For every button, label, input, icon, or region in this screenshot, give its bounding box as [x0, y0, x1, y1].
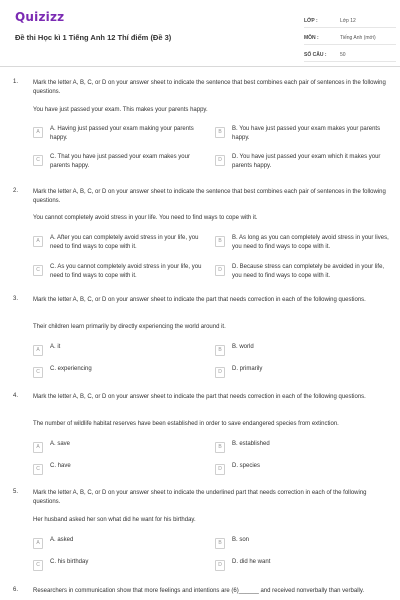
option-letter-box[interactable]: D	[215, 265, 225, 276]
question-sentence: The number of wildlife habitat reserves have been established in order to save endangered species from extinction.	[33, 421, 339, 427]
option-text: A. After you can completely avoid stress in your life, you need to find ways to cope with it.	[50, 235, 199, 250]
option-letter-box[interactable]: C	[33, 367, 43, 378]
option-letter-box[interactable]: C	[33, 155, 43, 166]
quizizz-logo: Quizizz	[15, 10, 65, 24]
option-text: D. did he want	[232, 559, 271, 565]
page-title: Đề thi Học kì 1 Tiếng Anh 12 Thí điểm (Đề 3)	[15, 33, 172, 42]
option-b[interactable]	[215, 125, 395, 147]
option-text: B. son	[232, 537, 250, 543]
option-text: D. primarily	[232, 366, 263, 372]
option-text: D. You have just passed your exam which it makes your parents happy.	[232, 154, 381, 169]
option-text: C. his birthday	[50, 559, 89, 565]
option-text: C. As you cannot completely avoid stress in your life, you need to find ways to cope with it.	[50, 264, 202, 279]
option-letter-box[interactable]: D	[215, 560, 225, 571]
question-instruction: Mark the letter A, B, C, or D on your answer sheet to indicate the underlined part that needs correction in each of the following questions.	[33, 490, 367, 505]
option-b[interactable]	[215, 440, 395, 462]
option-text: D. Because stress can completely be avoided in your life, you need to find ways to cope with it.	[232, 264, 385, 279]
option-a[interactable]	[33, 234, 213, 256]
meta-row-subject	[304, 31, 396, 45]
option-c[interactable]	[33, 365, 213, 387]
question-instruction: Mark the letter A, B, C, or D on your answer sheet to indicate the sentence that best combines each pair of sentences in the following questions.	[33, 80, 386, 95]
option-text: C. experiencing	[50, 366, 92, 372]
option-letter-box[interactable]: C	[33, 560, 43, 571]
option-letter-box[interactable]: C	[33, 464, 43, 475]
meta-value: Lớp 12	[340, 17, 356, 24]
option-letter-box[interactable]: C	[33, 265, 43, 276]
question-number: 2.	[13, 188, 19, 194]
option-letter-box[interactable]: B	[215, 345, 225, 356]
option-letter-box[interactable]: A	[33, 345, 43, 356]
question-number: 5.	[13, 489, 19, 495]
option-c[interactable]	[33, 153, 213, 175]
option-text: A. asked	[50, 537, 74, 543]
option-c[interactable]	[33, 263, 213, 285]
meta-table	[304, 14, 396, 65]
option-letter-box[interactable]: A	[33, 236, 43, 247]
worksheet-header	[0, 0, 400, 62]
question-sentence: You cannot completely avoid stress in your life. You need to find ways to cope with it.	[33, 215, 258, 221]
option-letter-box[interactable]: B	[215, 127, 225, 138]
meta-key: LỚP :	[304, 17, 318, 24]
option-d[interactable]	[215, 462, 395, 484]
option-text: C. That you have just passed your exam makes your parents happy.	[50, 154, 190, 169]
meta-row-class	[304, 14, 396, 28]
meta-key: SỐ CÂU :	[304, 51, 327, 58]
option-text: B. You have just passed your exam makes your parents happy.	[232, 126, 381, 141]
option-d[interactable]	[215, 263, 395, 285]
option-d[interactable]	[215, 558, 395, 580]
option-a[interactable]	[33, 440, 213, 462]
option-text: C. have	[50, 463, 71, 469]
meta-row-count	[304, 48, 396, 62]
option-letter-box[interactable]: B	[215, 236, 225, 247]
question-number: 1.	[13, 79, 19, 85]
option-letter-box[interactable]: D	[215, 155, 225, 166]
option-text: A. Having just passed your exam making your parents happy.	[50, 126, 194, 141]
question-instruction: Mark the letter A, B, C, or D on your answer sheet to indicate the part that needs correction in each of the following questions.	[33, 394, 366, 400]
option-letter-box[interactable]: D	[215, 367, 225, 378]
meta-value: Tiếng Anh (mới)	[340, 34, 376, 41]
question-sentence: Her husband asked her son what did he want for his birthday.	[33, 517, 196, 523]
option-text: B. world	[232, 344, 254, 350]
option-text: B. established	[232, 441, 270, 447]
option-text: A. save	[50, 441, 71, 447]
question-number: 3.	[13, 296, 19, 302]
question-sentence: Their children learn primarily by directly experiencing the world around it.	[33, 324, 226, 330]
option-letter-box[interactable]: A	[33, 127, 43, 138]
option-c[interactable]	[33, 558, 213, 580]
option-text: A. it	[50, 344, 61, 350]
option-d[interactable]	[215, 153, 395, 175]
option-a[interactable]	[33, 125, 213, 147]
option-letter-box[interactable]: B	[215, 538, 225, 549]
option-d[interactable]	[215, 365, 395, 387]
option-letter-box[interactable]: A	[33, 538, 43, 549]
option-letter-box[interactable]: A	[33, 442, 43, 453]
option-letter-box[interactable]: D	[215, 464, 225, 475]
question-instruction: Researchers in communication show that more feelings and intentions are (6)______ and received nonverbally than verbally.	[33, 588, 365, 594]
option-text: D. species	[232, 463, 261, 469]
meta-value: 50	[340, 51, 346, 58]
question-sentence: You have just passed your exam. This makes your parents happy.	[33, 107, 208, 113]
option-b[interactable]	[215, 234, 395, 256]
question-instruction: Mark the letter A, B, C, or D on your answer sheet to indicate the sentence that best combines each pair of sentences in the following questions.	[33, 189, 386, 204]
header-divider	[0, 66, 400, 67]
question-number: 4.	[13, 393, 19, 399]
option-b[interactable]	[215, 536, 395, 558]
question-instruction: Mark the letter A, B, C, or D on your answer sheet to indicate the part that needs correction in each of the following questions.	[33, 297, 366, 303]
option-a[interactable]	[33, 536, 213, 558]
question-number: 6.	[13, 587, 19, 593]
option-text: B. As long as you can completely avoid stress in your lives, you need to find ways to cope with it.	[232, 235, 389, 250]
meta-key: MÔN :	[304, 34, 319, 41]
option-c[interactable]	[33, 462, 213, 484]
option-letter-box[interactable]: B	[215, 442, 225, 453]
option-b[interactable]	[215, 343, 395, 365]
option-a[interactable]	[33, 343, 213, 365]
